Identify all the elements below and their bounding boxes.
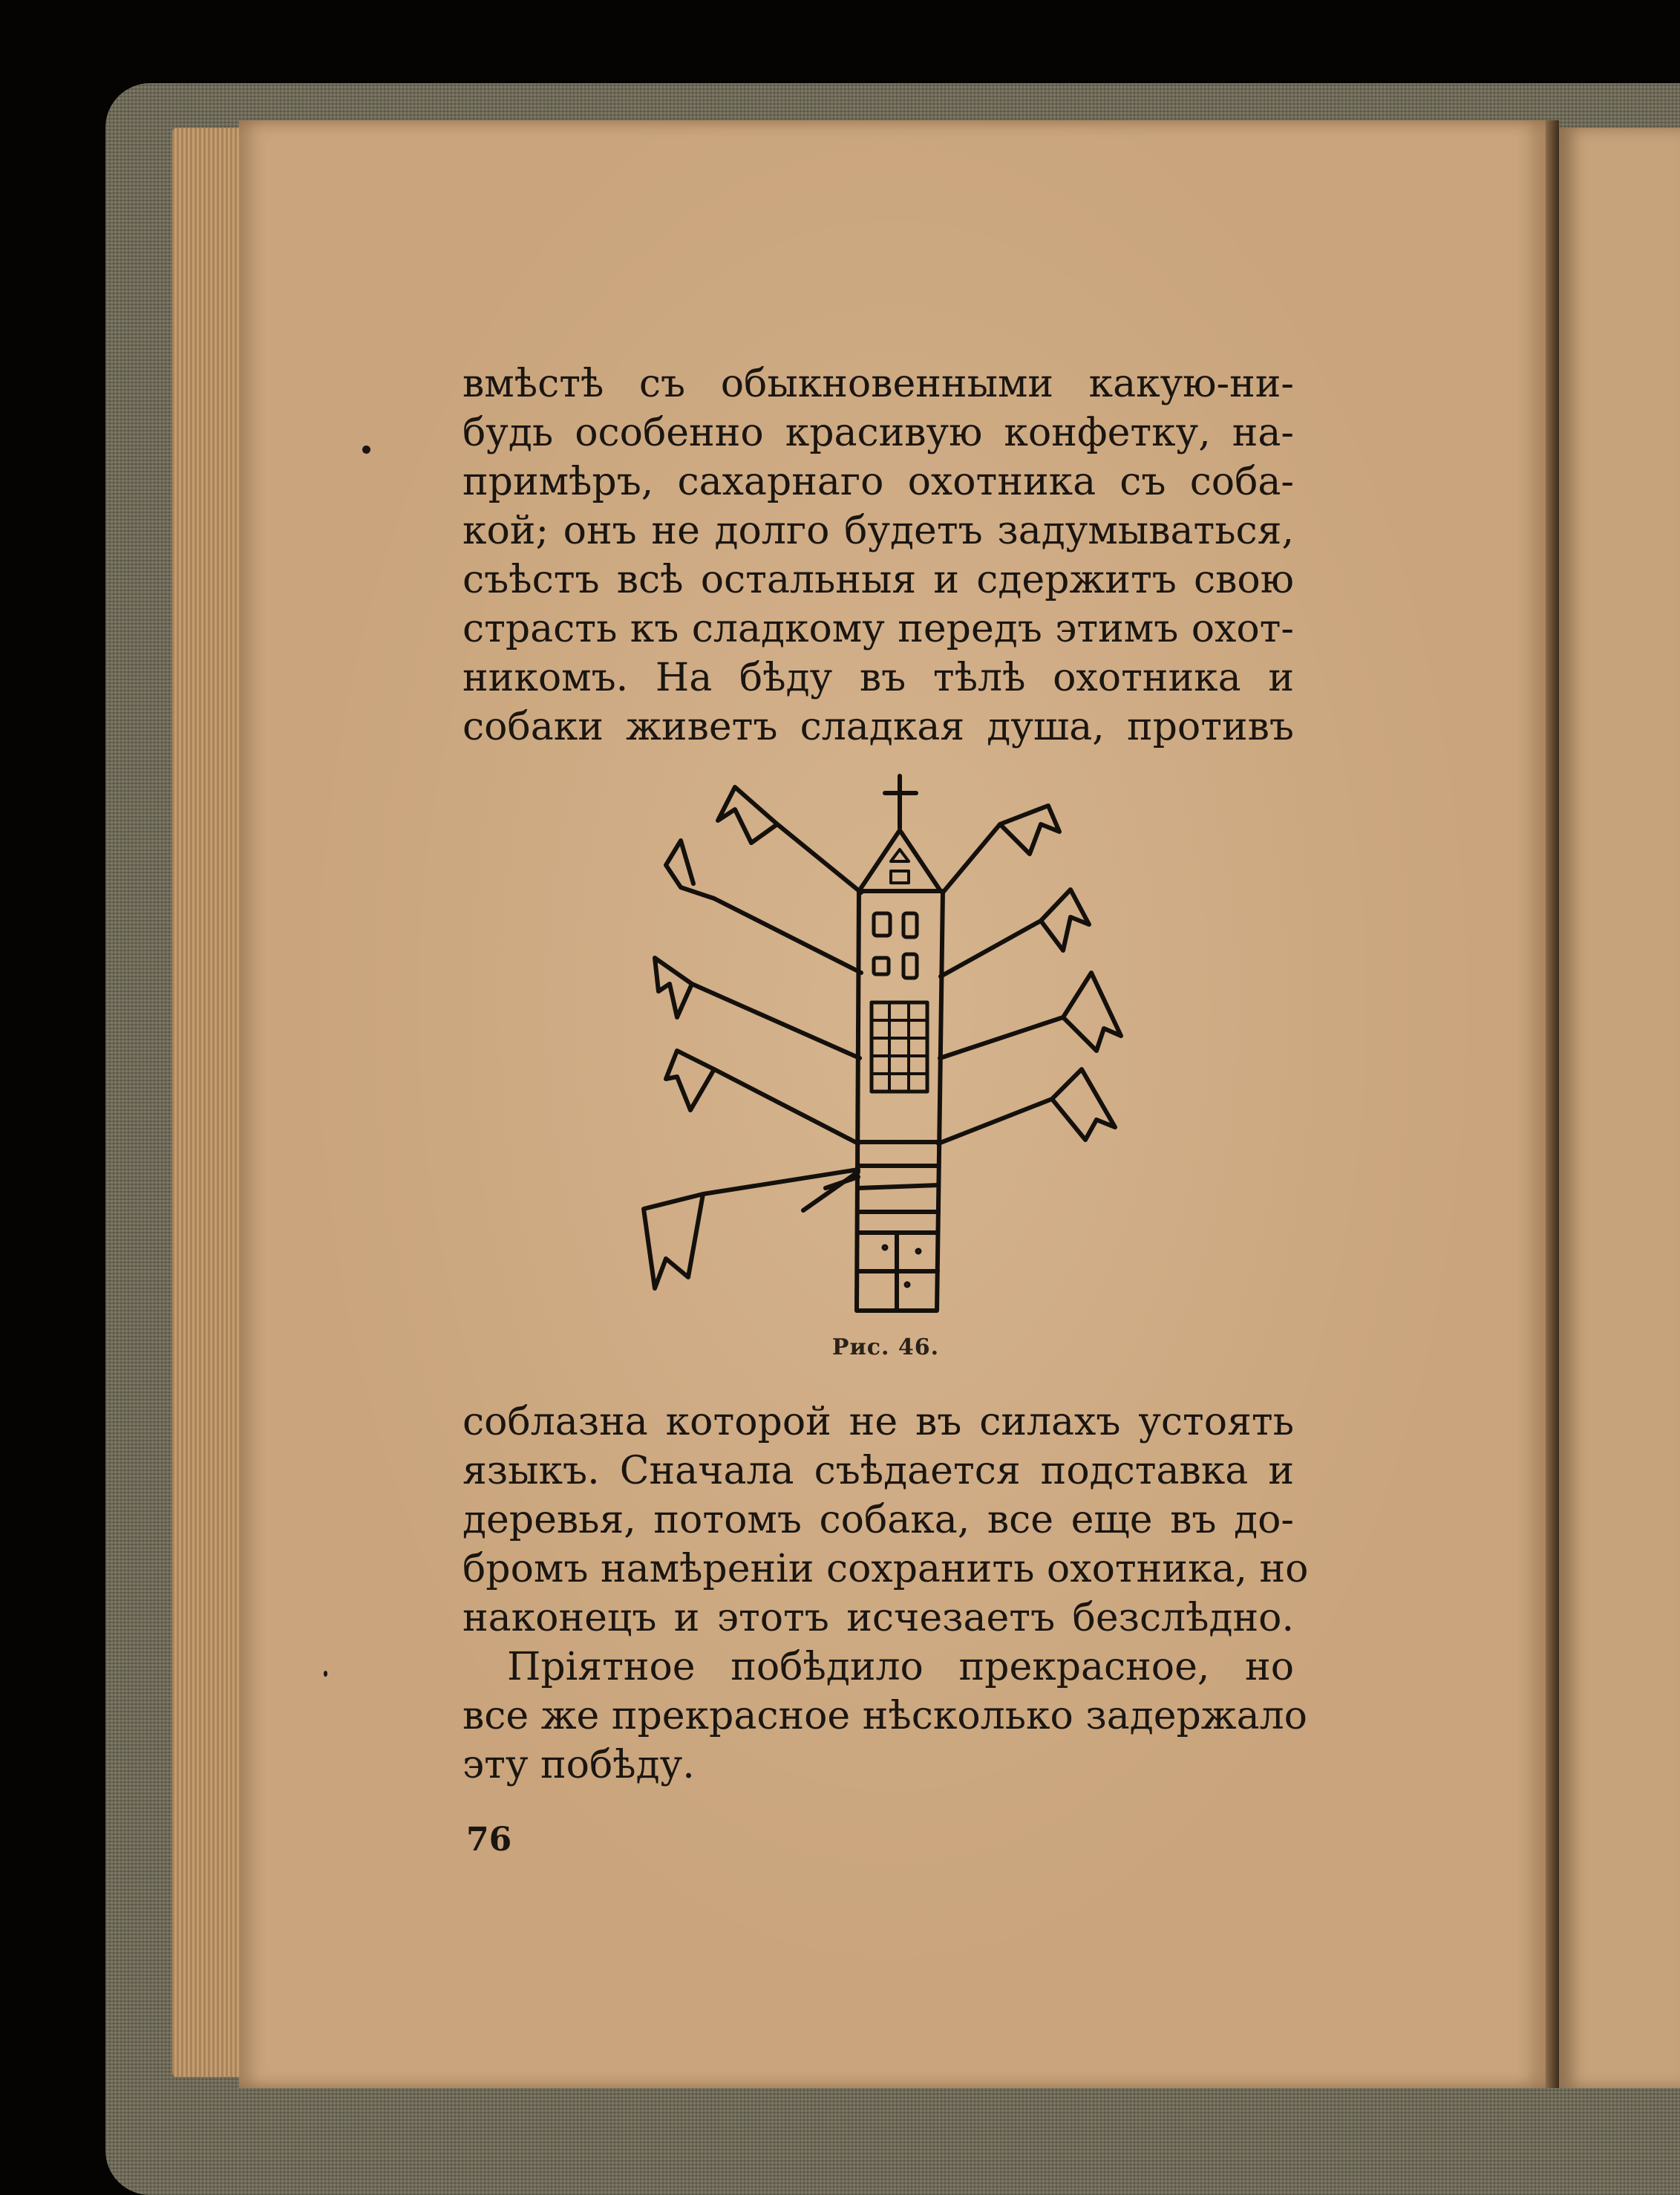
text-line: эту побѣду.: [463, 1743, 695, 1787]
ink-speck: [324, 1671, 327, 1677]
text-line: собаки живетъ сладкая душа, противъ: [463, 705, 1294, 749]
text-line: бромъ намѣреніи сохранить охотника, но: [463, 1547, 1309, 1591]
body-text-top: [463, 359, 1294, 751]
text-line: будь особенно красивую конфетку, на-: [463, 411, 1294, 455]
text-line: языкъ. Сначала съѣдается подставка и: [463, 1449, 1294, 1493]
text-line: страсть къ сладкому передъ этимъ охот-: [463, 607, 1294, 651]
text-line: кой; онъ не долго будетъ задумываться,: [463, 509, 1294, 553]
figure-caption: Рис. 46.: [831, 1334, 940, 1360]
text-line: примѣръ, сахарнаго охотника съ соба-: [463, 460, 1294, 504]
text-line: деревья, потомъ собака, все еще въ до-: [463, 1498, 1294, 1542]
ink-speck: [362, 446, 370, 454]
text-line: Пріятное побѣдило прекрасное, но: [507, 1645, 1294, 1689]
text-line: соблазна которой не въ силахъ устоять: [463, 1400, 1294, 1444]
text-line: все же прекрасное нѣсколько задержало: [463, 1694, 1307, 1738]
text-line: съѣстъ всѣ остальныя и сдержитъ свою: [463, 558, 1294, 602]
right-page-edge: [1559, 128, 1680, 2088]
text-line: наконецъ и этотъ исчезаетъ безслѣдно.: [463, 1596, 1294, 1640]
page-number: 76: [466, 1821, 512, 1859]
text-line: вмѣстѣ съ обыкновенными какую-ни-: [463, 362, 1294, 406]
text-line: никомъ. На бѣду въ тѣлѣ охотника и: [463, 656, 1294, 700]
body-text-bottom: [463, 1397, 1309, 1790]
book-gutter: [1546, 120, 1559, 2088]
illustration-candy-tree: [625, 772, 1145, 1322]
